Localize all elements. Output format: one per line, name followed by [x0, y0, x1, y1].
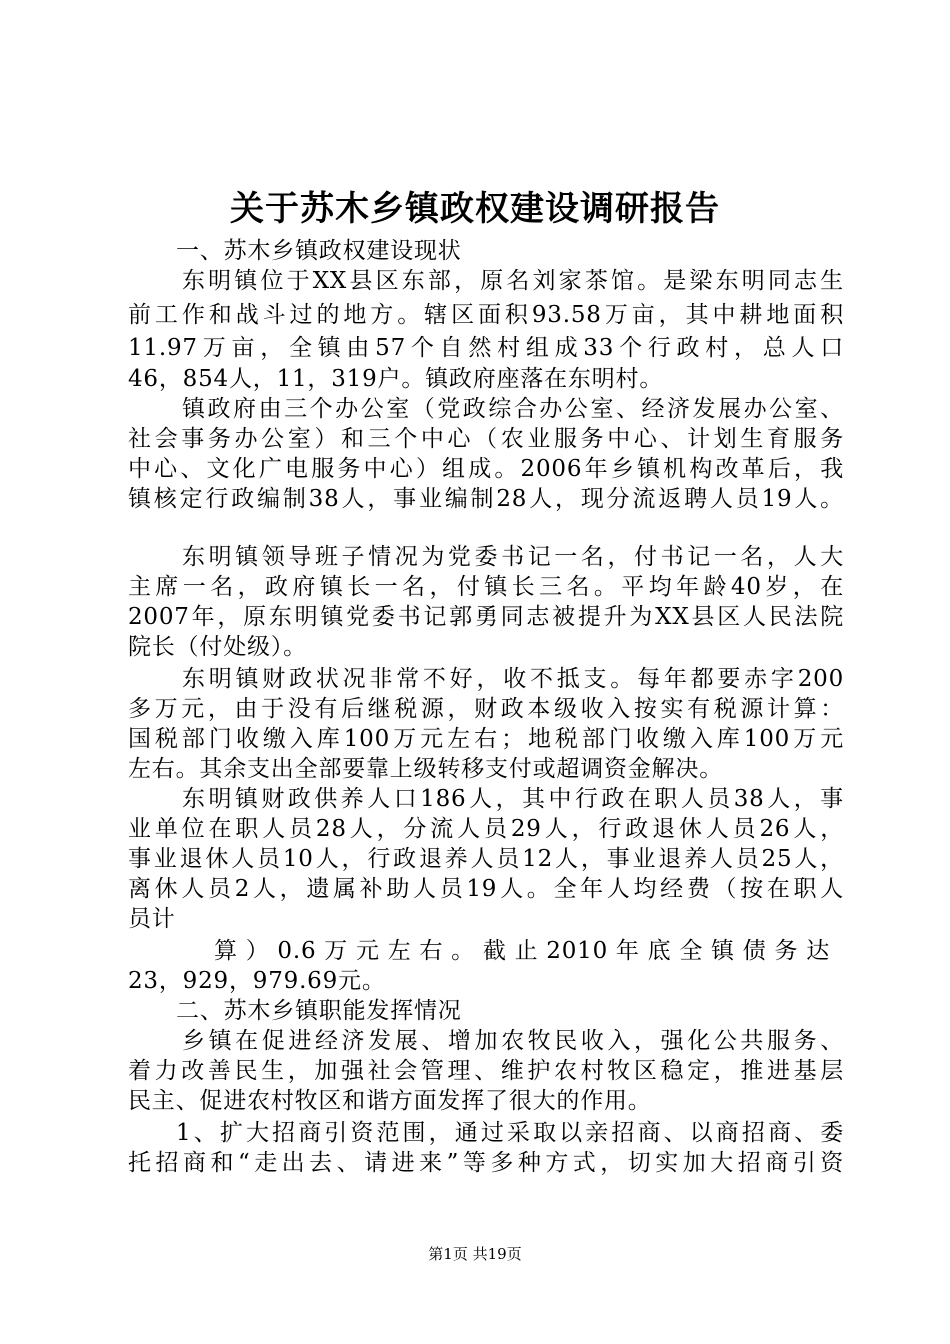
paragraph-line-23: 23，929，979.69元。 — [128, 968, 386, 994]
paragraph-line-1: 东明镇位于XX县区东部，原名刘家茶馆。是梁东明同志生 — [182, 268, 844, 294]
paragraph-line-5: 镇政府由三个办公室（党政综合办公室、经济发展办公室、 — [182, 396, 844, 422]
paragraph-line-4: 46，854人，11，319户。镇政府座落在东明村。 — [128, 366, 664, 392]
paragraph-line-25: 着力改善民生，加强社会管理、维护农村牧区稳定，推进基层 — [128, 1058, 844, 1084]
paragraph-line-19: 事业退休人员10人，行政退养人员12人，事业退养人员25人， — [128, 846, 844, 872]
heading-line-2: 二、苏木乡镇职能发挥情况 — [176, 998, 462, 1024]
page-number: 第1页 共19页 — [428, 1245, 522, 1263]
paragraph-line-24: 乡镇在促进经济发展、增加农牧民收入，强化公共服务、 — [182, 1028, 844, 1054]
paragraph-line-17: 东明镇财政供养人口186人，其中行政在职人员38人，事 — [182, 786, 844, 812]
paragraph-line-8: 镇核定行政编制38人，事业编制28人，现分流返聘人员19人。 — [128, 486, 844, 512]
paragraph-line-18: 业单位在职人员28人，分流人员29人，行政退休人员26人， — [128, 816, 844, 842]
paragraph-line-11: 2007年，原东明镇党委书记郭勇同志被提升为XX县区人民法院 — [128, 604, 844, 630]
paragraph-line-12: 院长（付处级）。 — [128, 634, 307, 660]
paragraph-line-14: 多万元，由于没有后继税源，财政本级收入按实有税源计算： — [128, 696, 844, 722]
paragraph-line-6: 社会事务办公室）和三个中心（农业服务中心、计划生育服务 — [128, 426, 844, 452]
paragraph-line-2: 前工作和战斗过的地方。辖区面积93.58万亩，其中耕地面积 — [128, 302, 844, 328]
paragraph-line-21: 员计 — [128, 906, 176, 932]
paragraph-line-28: 托招商和“走出去、请进来”等多种方式，切实加大招商引资 — [128, 1150, 844, 1176]
document-title: 关于苏木乡镇政权建设调研报告 — [230, 189, 720, 229]
paragraph-line-20: 离休人员2人，遗属补助人员19人。全年人均经费（按在职人 — [128, 876, 844, 902]
paragraph-line-16: 左右。其余支出全部要靠上级转移支付或超调资金解决。 — [128, 756, 723, 782]
paragraph-line-9: 东明镇领导班子情况为党委书记一名，付书记一名，人大 — [182, 544, 844, 570]
paragraph-line-3: 11.97万亩，全镇由57个自然村组成33个行政村，总人口 — [128, 335, 844, 361]
heading-line-1: 一、苏木乡镇政权建设现状 — [176, 238, 462, 264]
paragraph-line-26: 民主、促进农村牧区和谐方面发挥了很大的作用。 — [128, 1088, 652, 1114]
paragraph-line-22: 算）0.6万元左右。截止2010年底全镇债务达 — [214, 938, 830, 964]
paragraph-line-7: 中心、文化广电服务中心）组成。2006年乡镇机构改革后，我 — [128, 456, 844, 482]
paragraph-line-10: 主席一名，政府镇长一名，付镇长三名。平均年龄40岁，在 — [128, 574, 844, 600]
paragraph-line-27: 1、扩大招商引资范围，通过采取以亲招商、以商招商、委 — [176, 1120, 844, 1146]
paragraph-line-13: 东明镇财政状况非常不好，收不抵支。每年都要赤字200 — [182, 666, 844, 692]
paragraph-line-15: 国税部门收缴入库100万元左右；地税部门收缴入库100万元 — [128, 726, 844, 752]
